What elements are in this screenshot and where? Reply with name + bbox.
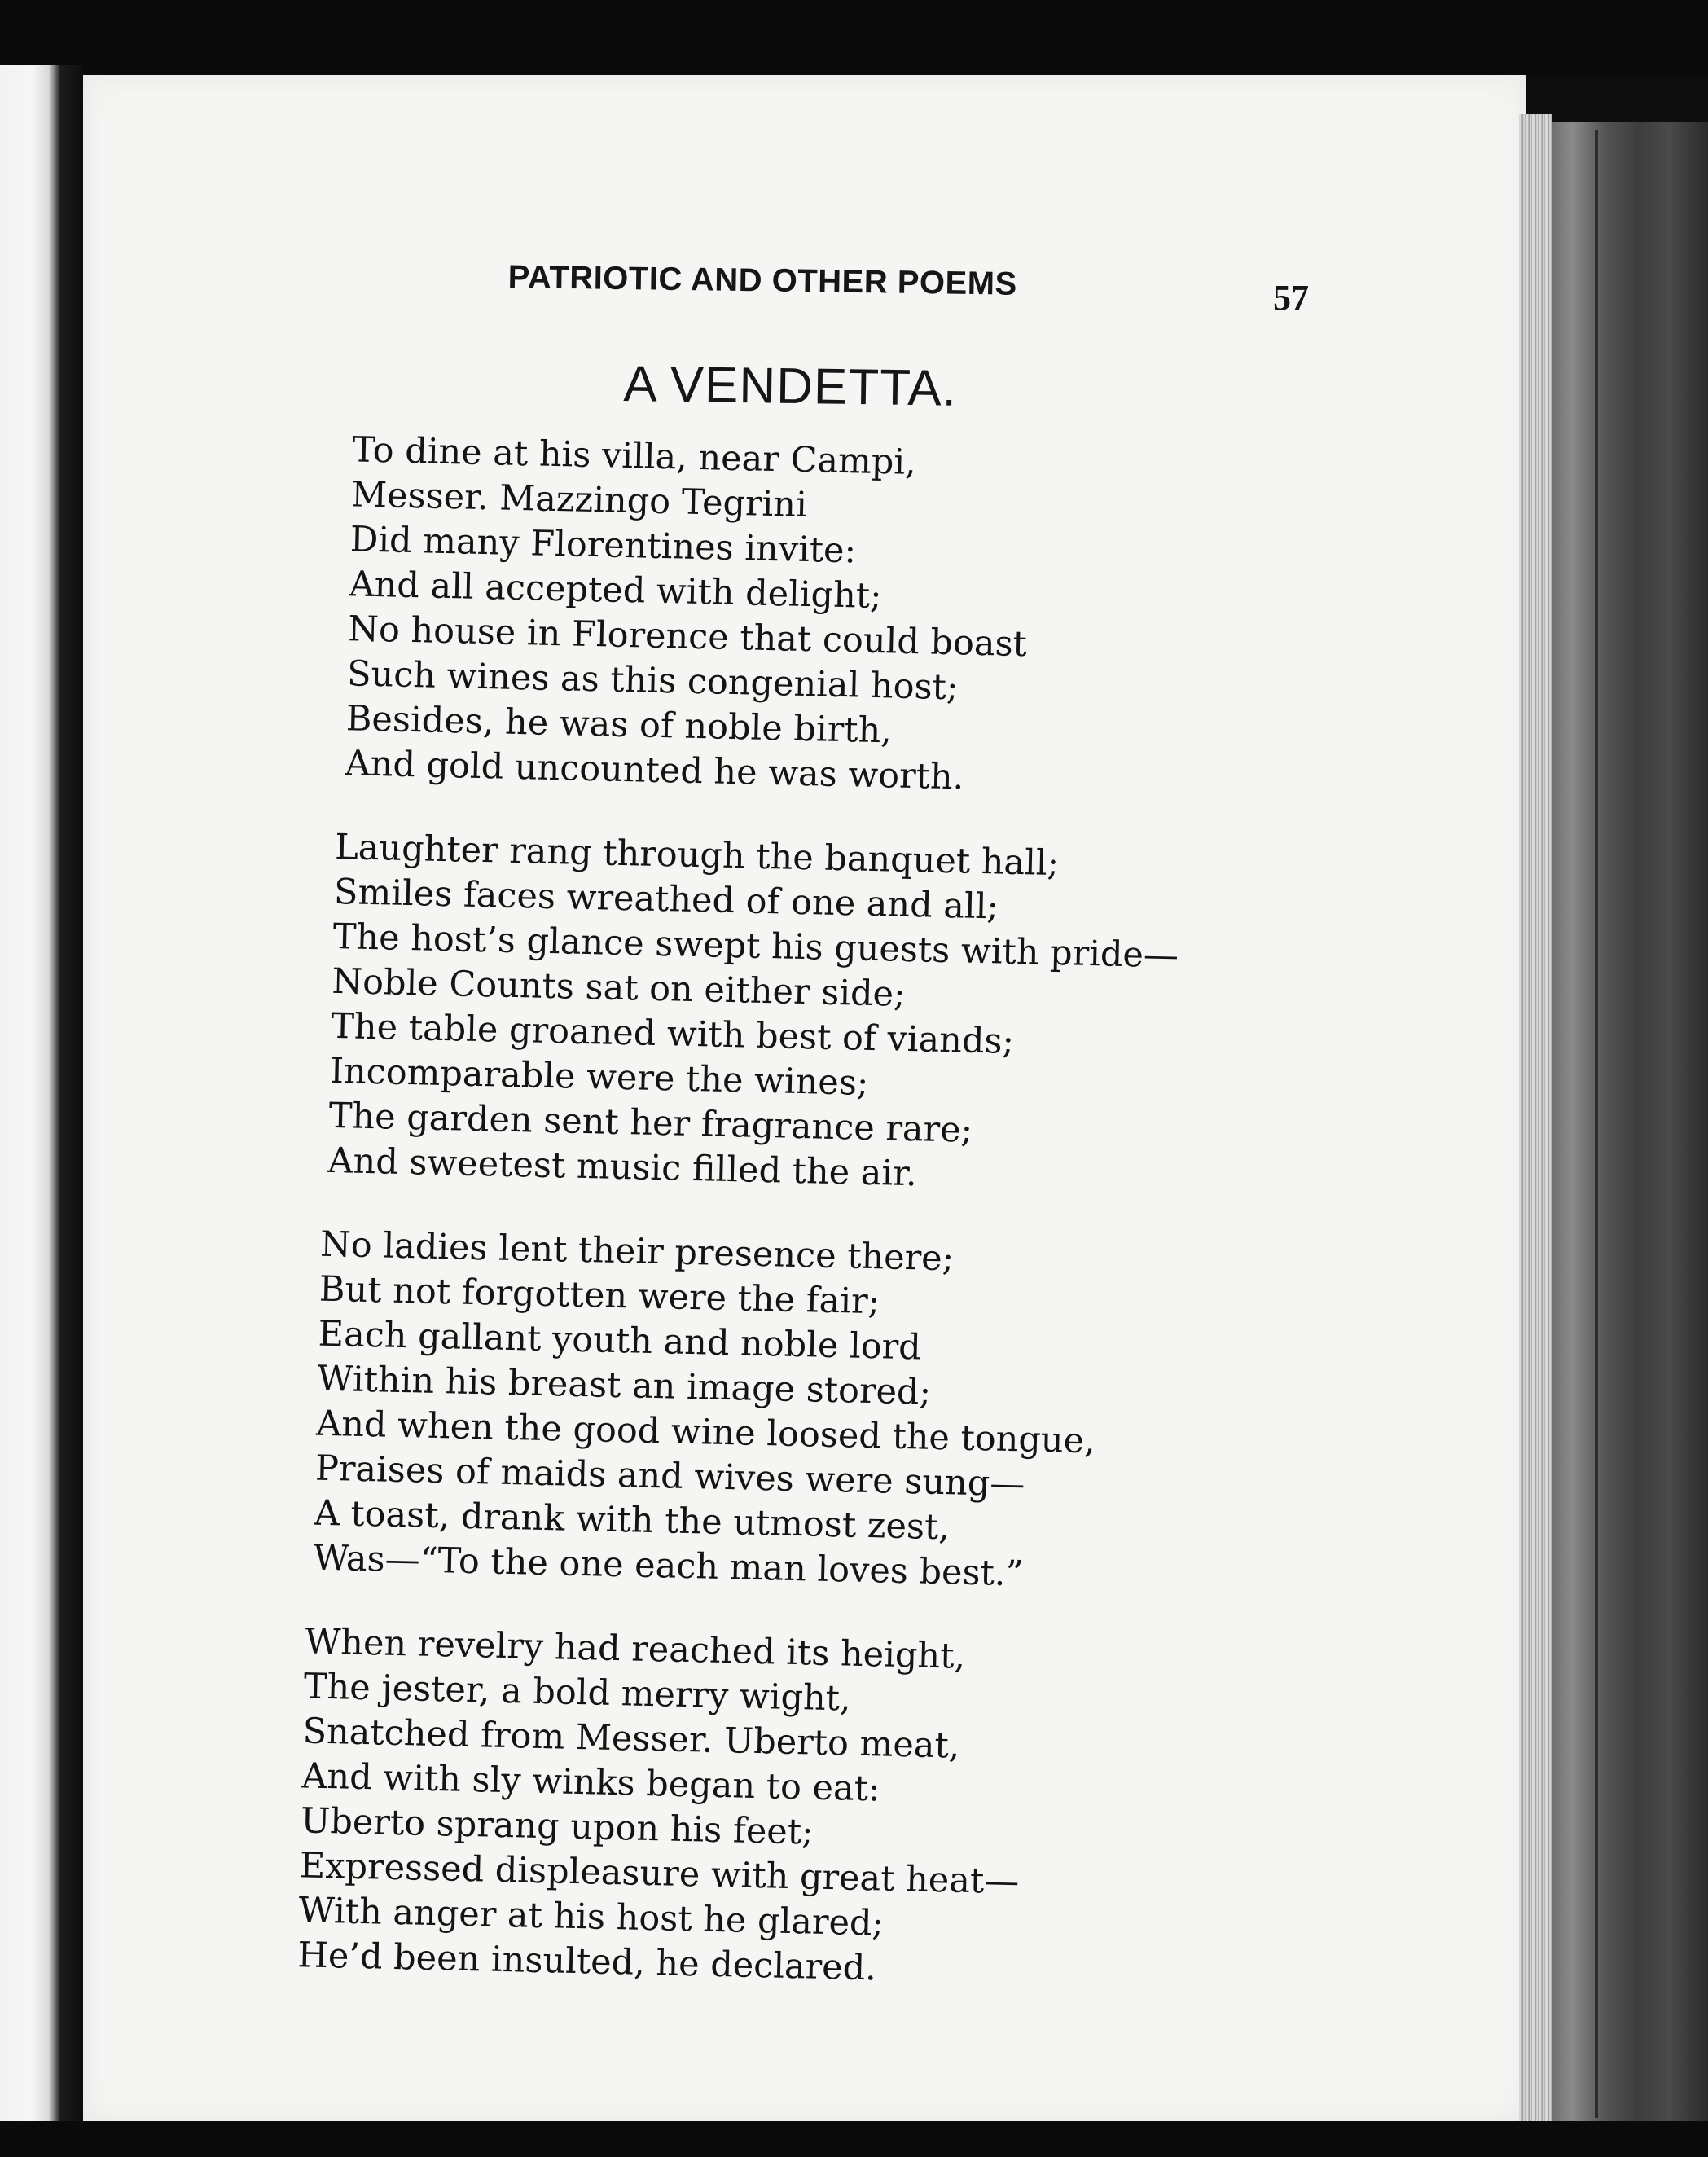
poem-line: Laughter rang through the banquet hall; xyxy=(334,826,1060,885)
poem-line: Noble Counts sat on either side; xyxy=(332,960,907,1015)
poem-body xyxy=(296,428,1318,2040)
poem-line: Within his breast an image stored; xyxy=(316,1358,932,1413)
poem-line: Was—“To the one each man loves best.” xyxy=(312,1537,1025,1595)
poem-line: Did many Florentines invite: xyxy=(349,519,857,572)
stanza xyxy=(313,1223,1300,1603)
poem-line: A toast, drank with the utmost zest, xyxy=(314,1492,951,1549)
poem-line: And all accepted with delight; xyxy=(349,564,883,617)
poem-line: The jester, a bold merry wight, xyxy=(303,1666,852,1720)
poem-line: Incomparable were the wines; xyxy=(329,1050,869,1104)
scan-top-border xyxy=(0,0,1708,75)
poem-line: Such wines as this congenial host; xyxy=(346,653,959,709)
poem-line: The host’s glance swept his guests with pride— xyxy=(332,916,1179,977)
stanza xyxy=(345,428,1318,808)
poem-line: Besides, he was of noble birth, xyxy=(345,698,893,752)
poem-line: No ladies lent their presence there; xyxy=(319,1223,955,1280)
poem-line: And when the good wine loosed the tongue, xyxy=(315,1403,1096,1462)
stanza xyxy=(297,1619,1291,2000)
stanza xyxy=(327,825,1309,1206)
poem-line: Smiles faces wreathed of one and all; xyxy=(333,871,999,928)
poem-line: No house in Florence that could boast xyxy=(347,608,1028,666)
poem-line: To dine at his villa, near Campi, xyxy=(351,429,917,484)
poem-line: Snatched from Messer. Uberto meat, xyxy=(302,1711,960,1767)
poem-line: He’d been insulted, he declared. xyxy=(296,1935,877,1989)
poem-line: When revelry had reached its height, xyxy=(304,1621,966,1677)
poem-line: Each gallant youth and noble lord xyxy=(318,1313,922,1368)
scan-bottom-border xyxy=(0,2121,1708,2157)
poem-line: But not forgotten were the fair; xyxy=(318,1268,880,1323)
facing-page-edge xyxy=(0,65,83,2126)
book-binding xyxy=(1548,122,1708,2126)
poem-title: A VENDETTA. xyxy=(623,355,958,417)
poem-line: And sweetest music filled the air. xyxy=(327,1140,918,1195)
poem-line: With anger at his host he glared; xyxy=(298,1890,885,1944)
poem-line: Messer. Mazzingo Tegrini xyxy=(350,474,808,526)
poem-line: The garden sent her fragrance rare; xyxy=(328,1095,973,1151)
page-number: 57 xyxy=(1273,278,1309,318)
page-stack-edge xyxy=(1519,114,1552,2121)
poem-line: And gold uncounted he was worth. xyxy=(345,743,964,798)
poem-line: Uberto sprang upon his feet; xyxy=(300,1800,814,1853)
poem-line: Praises of maids and wives were sung— xyxy=(314,1448,1025,1505)
poem-line: The table groaned with best of viands; xyxy=(330,1005,1015,1062)
poem-line: Expressed displeasure with great heat— xyxy=(299,1845,1020,1903)
binding-stripe xyxy=(1595,130,1598,2118)
poem-line: And with sly winks began to eat: xyxy=(301,1755,880,1810)
running-head: PATRIOTIC AND OTHER POEMS xyxy=(507,259,1018,302)
